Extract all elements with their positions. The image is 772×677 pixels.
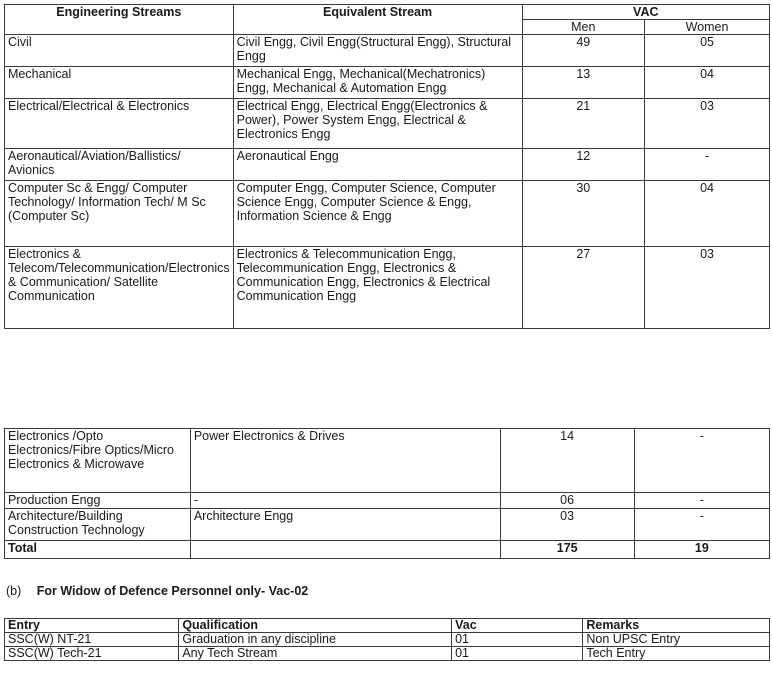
header-men: Men — [522, 20, 645, 35]
table-row — [5, 509, 770, 541]
vac-cell: 01 — [452, 633, 583, 647]
qualification-cell: Any Tech Stream — [179, 647, 452, 661]
women-cell: - — [634, 493, 769, 509]
women-cell: 03 — [645, 99, 770, 149]
stream-cell: Electrical/Electrical & Electronics — [5, 99, 234, 149]
women-cell: 04 — [645, 181, 770, 247]
stream-cell: Electronics /Opto Electronics/Fibre Optics/Micro Electronics & Microwave — [5, 429, 191, 493]
qualification-cell: Graduation in any discipline — [179, 633, 452, 647]
section-b-heading — [6, 584, 308, 599]
men-cell: 21 — [522, 99, 645, 149]
equivalent-cell: Aeronautical Engg — [233, 149, 522, 181]
women-cell: 05 — [645, 35, 770, 67]
entry-cell: SSC(W) NT-21 — [5, 633, 179, 647]
empty-cell — [190, 541, 500, 559]
women-cell: - — [645, 149, 770, 181]
table-row — [5, 647, 770, 661]
stream-cell: Computer Sc & Engg/ Computer Technology/ Information Tech/ M Sc (Computer Sc) — [5, 181, 234, 247]
total-label: Total — [5, 541, 191, 559]
header-qualification: Qualification — [179, 619, 452, 633]
header-equivalent-stream: Equivalent Stream — [233, 5, 522, 35]
entry-cell: SSC(W) Tech-21 — [5, 647, 179, 661]
vacancy-table-continued — [4, 428, 770, 559]
stream-cell: Civil — [5, 35, 234, 67]
women-cell: - — [634, 509, 769, 541]
total-men: 175 — [500, 541, 634, 559]
remarks-cell: Tech Entry — [583, 647, 770, 661]
header-vac: VAC — [522, 5, 769, 20]
section-label: (b) — [6, 584, 22, 598]
men-cell: 12 — [522, 149, 645, 181]
equivalent-cell: - — [190, 493, 500, 509]
stream-cell: Architecture/Building Construction Technology — [5, 509, 191, 541]
equivalent-cell: Electronics & Telecommunication Engg, Telecommunication Engg, Electronics & Communication Engg, Electronics & Electrical Communication Engg — [233, 247, 522, 329]
header-entry: Entry — [5, 619, 179, 633]
table-row — [5, 633, 770, 647]
equivalent-cell: Architecture Engg — [190, 509, 500, 541]
stream-cell: Aeronautical/Aviation/Ballistics/ Avionics — [5, 149, 234, 181]
table-row — [5, 429, 770, 493]
men-cell: 27 — [522, 247, 645, 329]
table-row — [5, 67, 770, 99]
remarks-cell: Non UPSC Entry — [583, 633, 770, 647]
section-title: For Widow of Defence Personnel only- Vac-02 — [36, 584, 309, 598]
women-cell: 04 — [645, 67, 770, 99]
vacancy-table-main — [4, 4, 770, 329]
header-remarks: Remarks — [583, 619, 770, 633]
women-cell: 03 — [645, 247, 770, 329]
header-engineering-streams: Engineering Streams — [5, 5, 234, 35]
stream-cell: Electronics & Telecom/Telecommunication/Electronics & Communication/ Satellite Communication — [5, 247, 234, 329]
equivalent-cell: Electrical Engg, Electrical Engg(Electronics & Power), Power System Engg, Electrical & Electronics Engg — [233, 99, 522, 149]
total-row — [5, 541, 770, 559]
total-women: 19 — [634, 541, 769, 559]
women-cell: - — [634, 429, 769, 493]
table-row — [5, 247, 770, 329]
equivalent-cell: Power Electronics & Drives — [190, 429, 500, 493]
men-cell: 13 — [522, 67, 645, 99]
men-cell: 30 — [522, 181, 645, 247]
stream-cell: Mechanical — [5, 67, 234, 99]
vac-cell: 01 — [452, 647, 583, 661]
equivalent-cell: Civil Engg, Civil Engg(Structural Engg), Structural Engg — [233, 35, 522, 67]
table-row — [5, 35, 770, 67]
men-cell: 06 — [500, 493, 634, 509]
table-row — [5, 181, 770, 247]
table-row — [5, 99, 770, 149]
men-cell: 03 — [500, 509, 634, 541]
table-row — [5, 149, 770, 181]
equivalent-cell: Computer Engg, Computer Science, Computer Science Engg, Computer Science & Engg, Information Science & Engg — [233, 181, 522, 247]
equivalent-cell: Mechanical Engg, Mechanical(Mechatronics) Engg, Mechanical & Automation Engg — [233, 67, 522, 99]
stream-cell: Production Engg — [5, 493, 191, 509]
men-cell: 49 — [522, 35, 645, 67]
table-row — [5, 493, 770, 509]
header-vac: Vac — [452, 619, 583, 633]
men-cell: 14 — [500, 429, 634, 493]
widow-entry-table — [4, 618, 770, 661]
header-women: Women — [645, 20, 770, 35]
